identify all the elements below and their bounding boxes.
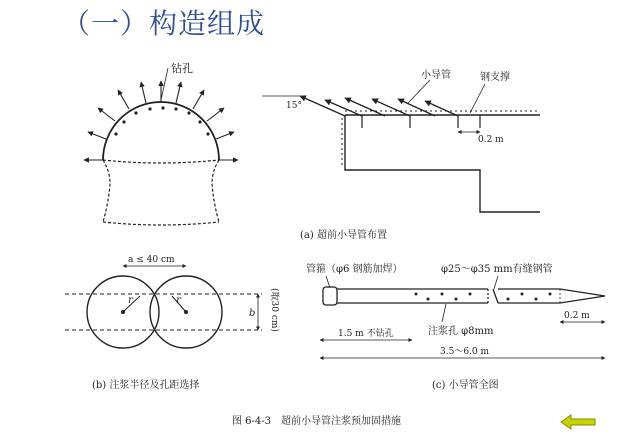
spacing-label: 0.2 m bbox=[478, 135, 504, 145]
grout-holes bbox=[415, 293, 552, 301]
drill-hole-label: 钻孔 bbox=[171, 62, 193, 75]
grout-circles bbox=[87, 276, 222, 348]
grout-hole-label: 注浆孔 φ8mm bbox=[428, 326, 494, 337]
hole-spacing-label: a ≤ 40 cm bbox=[128, 255, 175, 265]
hole-center-right bbox=[184, 310, 188, 314]
b-value-label: (取30 cm) bbox=[269, 288, 279, 332]
hole-center-left bbox=[121, 310, 125, 314]
panel-a-caption: (a) 超前小导管布置 bbox=[300, 230, 387, 241]
tip-length-label: 0.2 m bbox=[564, 311, 590, 321]
total-length-label: 3.5～6.0 m bbox=[440, 347, 490, 357]
pipe-body bbox=[323, 287, 605, 305]
arrow-left-icon[interactable] bbox=[560, 414, 596, 430]
hoop-label: 管箍（φ6 钢筋加焊） bbox=[306, 264, 403, 275]
steel-support-leader bbox=[470, 84, 485, 113]
steel-supports bbox=[362, 115, 480, 128]
angle-label: 15° bbox=[286, 101, 302, 111]
small-pipe-leader bbox=[408, 80, 430, 103]
radius-label-right: r bbox=[176, 295, 181, 306]
small-pipe-label: 小导管 bbox=[421, 70, 451, 81]
radius-label-left: r bbox=[128, 295, 133, 306]
b-label: b bbox=[249, 308, 256, 319]
grout-pipe-arrows bbox=[84, 81, 238, 160]
section-lines bbox=[65, 294, 262, 330]
drill-hole-leader bbox=[161, 68, 168, 100]
pipe-spec-leader bbox=[494, 276, 498, 289]
pipe-spec-label: φ25～φ35 mm有缝钢管 bbox=[441, 264, 553, 275]
panel-b-caption: (b) 注浆半径及孔距选择 bbox=[92, 380, 200, 391]
grout-hole-leader bbox=[442, 304, 446, 322]
small-pipes bbox=[300, 96, 458, 116]
no-drill-label: 1.5 m 不钻孔 bbox=[338, 329, 394, 339]
steel-support-label: 钢支撑 bbox=[480, 72, 510, 83]
slide-title: （一）构造组成 bbox=[62, 7, 266, 40]
tunnel-cross-section bbox=[103, 102, 219, 225]
figure-caption: 图 6-4-3 超前小导管注浆预加固措施 bbox=[232, 416, 402, 427]
panel-c-caption: (c) 小导管全图 bbox=[432, 380, 499, 391]
hoop-leader bbox=[326, 276, 330, 288]
longitudinal-section bbox=[342, 111, 540, 212]
